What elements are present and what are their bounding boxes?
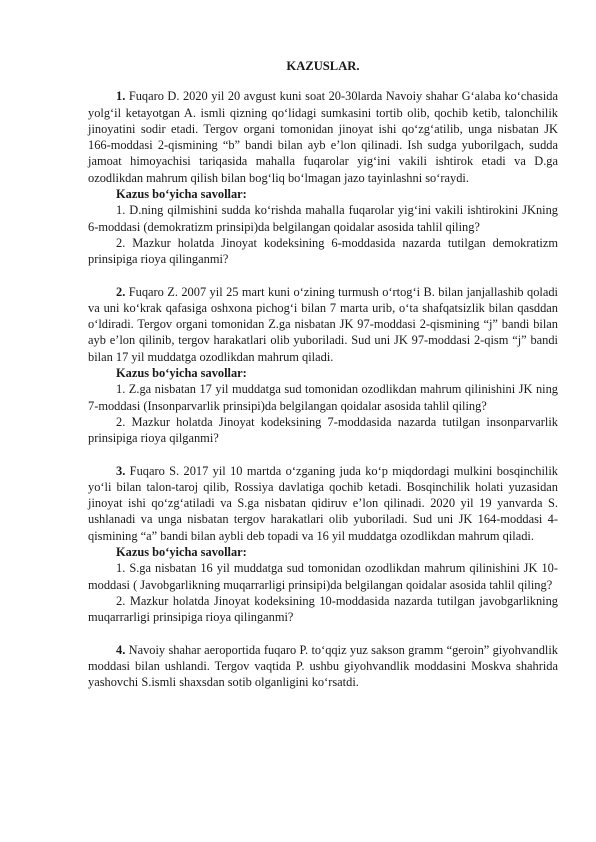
case-2-question-2: 2. Mazkur holatda Jinoyat kodeksining 7-moddasida nazarda tutilgan insonparvarlik prinsipiga rioya qilganmi?: [88, 414, 558, 446]
case-3-number: 3.: [116, 463, 126, 478]
case-2-number: 2.: [116, 284, 126, 299]
spacer: [88, 447, 558, 463]
case-1-questions-heading: Kazus bo‘yicha savollar:: [116, 187, 247, 202]
spacer: [88, 268, 558, 284]
spacer: [88, 626, 558, 642]
case-1-number: 1.: [116, 89, 126, 104]
case-3-text: Fuqaro S. 2017 yil 10 martda o‘zganing juda ko‘p miqdordagi mulkini bosqinchilik yo‘li bilan talon-taroj qilib, Rossiya davlatiga qochib ketadi. Bosqinchilik holati yuzasidan jinoyat ishi qo‘zg‘atiladi va S.ga nisbatan qidiruv e’lon qilinadi. 2020 yil 19 yanvarda S. ushlanadi va unga nisbatan tergov harakatlari olib yuboriladi. Sud uni JK 164-moddasi 4-qismining “a” bandi bilan aybli deb topadi va 16 yil muddatga ozodlikdan mahrum qiladi.: [88, 463, 558, 543]
case-3-question-2: 2. Mazkur holatda Jinoyat kodeksining 10-moddasida nazarda tutilgan javobgarlikning muqarrarligi prinsipiga rioya qilinganmi?: [88, 593, 558, 625]
case-2-questions-heading: Kazus bo‘yicha savollar:: [116, 366, 247, 381]
case-3-question-1: 1. S.ga nisbatan 16 yil muddatga sud tomonidan ozodlikdan mahrum qilinishini JK 10-moddasi ( Javobgarlikning muqarrarligi prinsipi)da belgilangan qoidalar asosida tahlil qiling?: [88, 561, 558, 592]
case-4-number: 4.: [116, 642, 126, 657]
case-4-text: Navoiy shahar aeroportida fuqaro P. to‘qqiz yuz sakson gramm “geroin” giyohvandlik moddasi bilan ushlandi. Tergov vaqtida P. ushbu giyohvandlik moddasini Moskva shahrida yashovchi S.ismli shaxsdan sotib olganligini ko‘rsatdi.: [88, 642, 558, 690]
case-1-question-2: 2. Mazkur holatda Jinoyat kodeksining 6-moddasida nazarda tutilgan demokratizm prinsipiga rioya qilinganmi?: [88, 235, 558, 267]
case-1-paragraph: [88, 88, 558, 186]
case-4-paragraph: [88, 642, 558, 691]
case-2-paragraph: [88, 284, 558, 365]
case-3-questions-heading: Kazus bo‘yicha savollar:: [116, 545, 247, 560]
case-2-question-1: 1. Z.ga nisbatan 17 yil muddatga sud tomonidan ozodlikdan mahrum qilinishini JK ning 7-moddasi (Insonparvarlik prinsipi)da belgilangan qoidalar asosida tahlil qiling?: [88, 382, 558, 413]
case-1-question-1: 1. D.ning qilmishini sudda ko‘rishda mahalla fuqarolar yig‘ini vakili ishtirokini JKning 6-moddasi (demokratizm prinsipi)da belgilangan qoidalar asosida tahlil qiling?: [88, 203, 558, 234]
page-title: KAZUSLAR.: [286, 59, 360, 73]
case-2-text: Fuqaro Z. 2007 yil 25 mart kuni o‘zining turmush o‘rtog‘i B. bilan janjallashib qoladi va uni ko‘krak qafasiga oshxona pichog‘i bilan 7 marta urib, o‘ta shafqatsizlik bilan qasddan o‘ldiradi. Tergov organi tomonidan Z.ga nisbatan JK 97-moddasi 2-qismining “j” bandi bilan ayb e’lon qilinib, tergov harakatlari olib yuboriladi. Sud uni JK 97-moddasi 2-qism “j” bandi bilan 17 yil muddatga ozodlikdan mahrum qiladi.: [88, 284, 558, 364]
case-3-paragraph: [88, 463, 558, 544]
document-page: [88, 58, 558, 690]
case-1-text: Fuqaro D. 2020 yil 20 avgust kuni soat 20-30larda Navoiy shahar G‘alaba ko‘chasida yolg‘il ketayotgan A. ismli qizning qo‘lidagi sumkasini tortib olib, qochib ketib, talonchilik jinoyatini sodir etadi. Tergov organi tomonidan jinoyat ishi qo‘zg‘atilib, unga nisbatan JK 166-moddasi 2-qismining “b” bandi bilan ayb e’lon qilinadi. Ish sudga yuborilgach, sudda jamoat himoyachisi tariqasida mahalla fuqarolar yig‘ini vakili ishtirok etadi va D.ga ozodlikdan mahrum qilish bilan bog‘liq bo‘lmagan jazo tayinlashni so‘raydi.: [88, 89, 558, 185]
